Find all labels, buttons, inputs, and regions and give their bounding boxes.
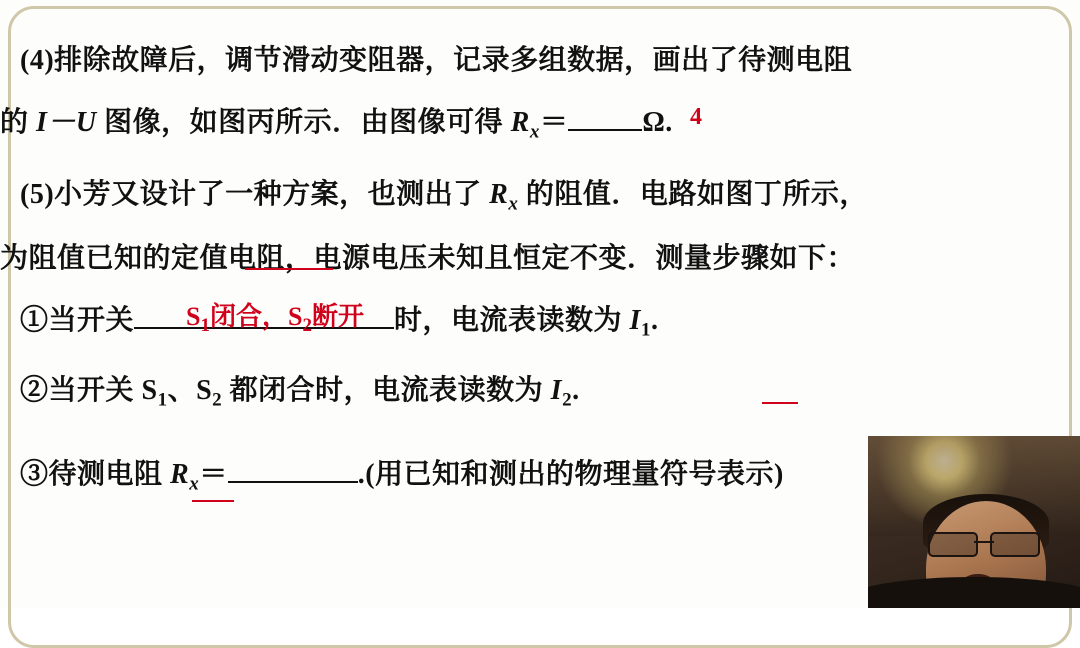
question-5-prefix: (5)小芳又设计了一种方案，也测出了: [20, 179, 490, 210]
rx-symbol: R: [510, 107, 530, 138]
s2-subscript: 2: [212, 389, 223, 411]
red-underline-i2: [762, 402, 798, 404]
fixed-resistor-text: 为阻值已知的定值电阻，电源电压未知且恒定不变．测量步骤如下：: [0, 243, 856, 274]
rx-symbol-2: R: [489, 179, 509, 210]
step-1-prefix: ①当开关: [20, 305, 135, 336]
step-3-prefix: ③待测电阻: [20, 459, 171, 490]
current-i1-symbol: I: [629, 305, 641, 336]
current-i2-subscript: 2: [562, 389, 573, 411]
s1-subscript: 1: [157, 389, 168, 411]
handwritten-answer-4: 4: [690, 104, 702, 130]
answer-s2: S: [287, 302, 303, 331]
step-1-period: .: [650, 305, 659, 336]
question-4-text: (4)排除故障后，调节滑动变阻器，记录多组数据，画出了待测电阻: [20, 45, 853, 76]
step-1-middle: 时，电流表读数为: [394, 305, 630, 336]
rx-symbol-3: R: [170, 459, 190, 490]
step-2-middle: 、S: [167, 375, 213, 406]
current-i2-symbol: I: [550, 375, 563, 406]
current-i1-subscript: 1: [640, 319, 651, 341]
step-2-line: [20, 368, 580, 412]
handwritten-answer-switch: [186, 296, 364, 337]
line2-middle: 图像，如图丙所示．由图像可得: [96, 107, 511, 138]
question-5-suffix: 的阻值．电路如图丁所示，: [518, 179, 868, 210]
glasses-lens-right: [990, 532, 1040, 557]
rx-subscript-2: x: [508, 193, 519, 215]
answer-open: 断开: [311, 302, 364, 331]
iu-graph-label: I－U: [36, 107, 97, 138]
rx-subscript-3: x: [189, 473, 200, 495]
glasses-lens-left: [928, 532, 978, 557]
red-underline-rx: [192, 500, 234, 502]
red-underline-dingzhi: [245, 268, 333, 270]
ohm-unit: Ω.: [642, 107, 673, 138]
line2-prefix: 的: [0, 107, 37, 138]
question-line-5-cont: [0, 236, 855, 276]
question-line-5: [20, 172, 868, 216]
step-2-prefix: ②当开关 S: [20, 375, 158, 406]
equals-sign-3: ＝: [199, 459, 228, 490]
answer-blank-rx-expression[interactable]: [228, 481, 358, 483]
answer-s2-subscript: 2: [302, 315, 312, 337]
answer-blank-resistance[interactable]: [568, 129, 642, 131]
webcam-person-shoulders: [868, 577, 1080, 608]
step-3-note: .(用已知和测出的物理量符号表示): [357, 459, 784, 490]
rx-subscript: x: [529, 121, 540, 143]
webcam-video-overlay[interactable]: [868, 436, 1080, 608]
step-3-line: [20, 452, 784, 496]
answer-s1: S: [186, 302, 201, 331]
glasses-icon: [926, 532, 1042, 554]
question-line-4: [20, 38, 852, 78]
answer-s1-subscript: 1: [200, 315, 210, 337]
step-2-text: 都闭合时，电流表读数为: [222, 375, 551, 406]
step-2-period: .: [572, 375, 580, 406]
answer-closed: 闭合，: [209, 302, 288, 331]
question-line-4-cont: [0, 100, 673, 144]
equals-sign: ＝: [539, 107, 569, 138]
